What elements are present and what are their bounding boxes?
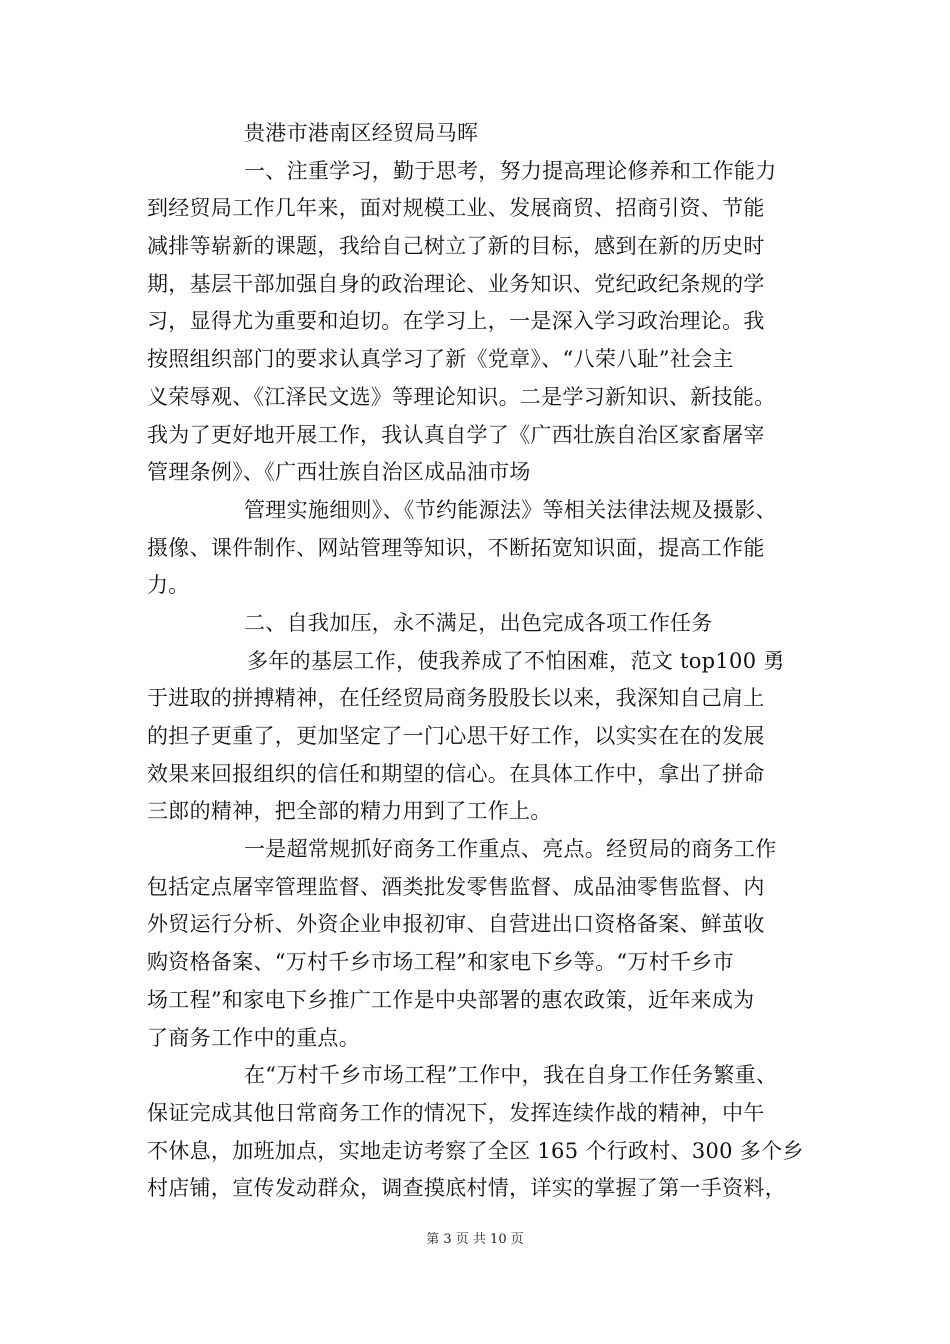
paragraph-line: 按照组织部门的要求认真学习了新《党章》、“八荣八耻”社会主 [147, 347, 734, 372]
paragraph-line: 保证完成其他日常商务工作的情况下，发挥连续作战的精神，中午 [147, 1100, 765, 1125]
paragraph-line: 义荣辱观、《江泽民文选》等理论知识。二是学习新知识、新技能。 [147, 384, 776, 409]
paragraph-line: 习，显得尤为重要和迫切。在学习上，一是深入学习政治理论。我 [147, 309, 765, 334]
paragraph-line: 外贸运行分析、外资企业申报初审、自营进出口资格备案、鲜茧收 [147, 912, 765, 937]
paragraph-line: 场工程”和家电下乡推广工作是中央部署的惠农政策，近年来成为 [147, 987, 755, 1012]
paragraph-line: 不休息，加班加点，实地走访考察了全区 165 个行政村、300 多个乡 [147, 1138, 804, 1163]
paragraph-line: 多年的基层工作，使我养成了不怕困难，范文 top100 勇 [247, 648, 785, 673]
paragraph-line: 效果来回报组织的信任和期望的信心。在具体工作中，拿出了拼命 [147, 761, 765, 786]
paragraph-line: 在“万村千乡市场工程”工作中，我在自身工作任务繁重、 [244, 1063, 778, 1088]
paragraph-line: 三郎的精神，把全部的精力用到了工作上。 [147, 799, 552, 824]
paragraph-line: 到经贸局工作几年来，面对规模工业、发展商贸、招商引资、节能 [147, 196, 765, 221]
paragraph-line: 包括定点屠宰管理监督、酒类批发零售监督、成品油零售监督、内 [147, 874, 765, 899]
paragraph-line: 期，基层干部加强自身的政治理论、业务知识、党纪政纪条规的学 [147, 271, 765, 296]
section-heading-1: 一、注重学习，勤于思考，努力提高理论修养和工作能力 [244, 158, 777, 183]
paragraph-line: 一是超常规抓好商务工作重点、亮点。经贸局的商务工作 [244, 837, 777, 862]
section-heading-2: 二、自我加压，永不满足，出色完成各项工作任务 [244, 610, 713, 635]
paragraph-line: 摄像、课件制作、网站管理等知识，不断拓宽知识面，提高工作能 [147, 535, 765, 560]
author-line: 贵港市港南区经贸局马晖 [244, 121, 479, 145]
paragraph-line: 管理实施细则》、《节约能源法》等相关法律法规及摄影、 [244, 497, 777, 522]
paragraph-line: 力。 [147, 573, 190, 598]
paragraph-line: 于进取的拼搏精神，在任经贸局商务股股长以来，我深知自己肩上 [147, 686, 765, 711]
paragraph-line: 了商务工作中的重点。 [147, 1025, 360, 1050]
paragraph-line: 我为了更好地开展工作，我认真自学了《广西壮族自治区家畜屠宰 [147, 422, 765, 447]
paragraph-line: 的担子更重了，更加坚定了一门心思干好工作，以实实在在的发展 [147, 724, 765, 748]
paragraph-line: 购资格备案、“万村千乡市场工程”和家电下乡等。“万村千乡市 [147, 950, 734, 975]
paragraph-line: 村店铺，宣传发动群众，调查摸底村情，详实的掌握了第一手资料， [147, 1176, 786, 1201]
paragraph-line: 管理条例》、《广西壮族自治区成品油市场 [147, 460, 531, 485]
page-number-footer: 第 3 页 共 10 页 [426, 1232, 524, 1247]
document-body [147, 115, 827, 1208]
paragraph-line: 减排等崭新的课题，我给自己树立了新的目标，感到在新的历史时 [147, 234, 765, 259]
